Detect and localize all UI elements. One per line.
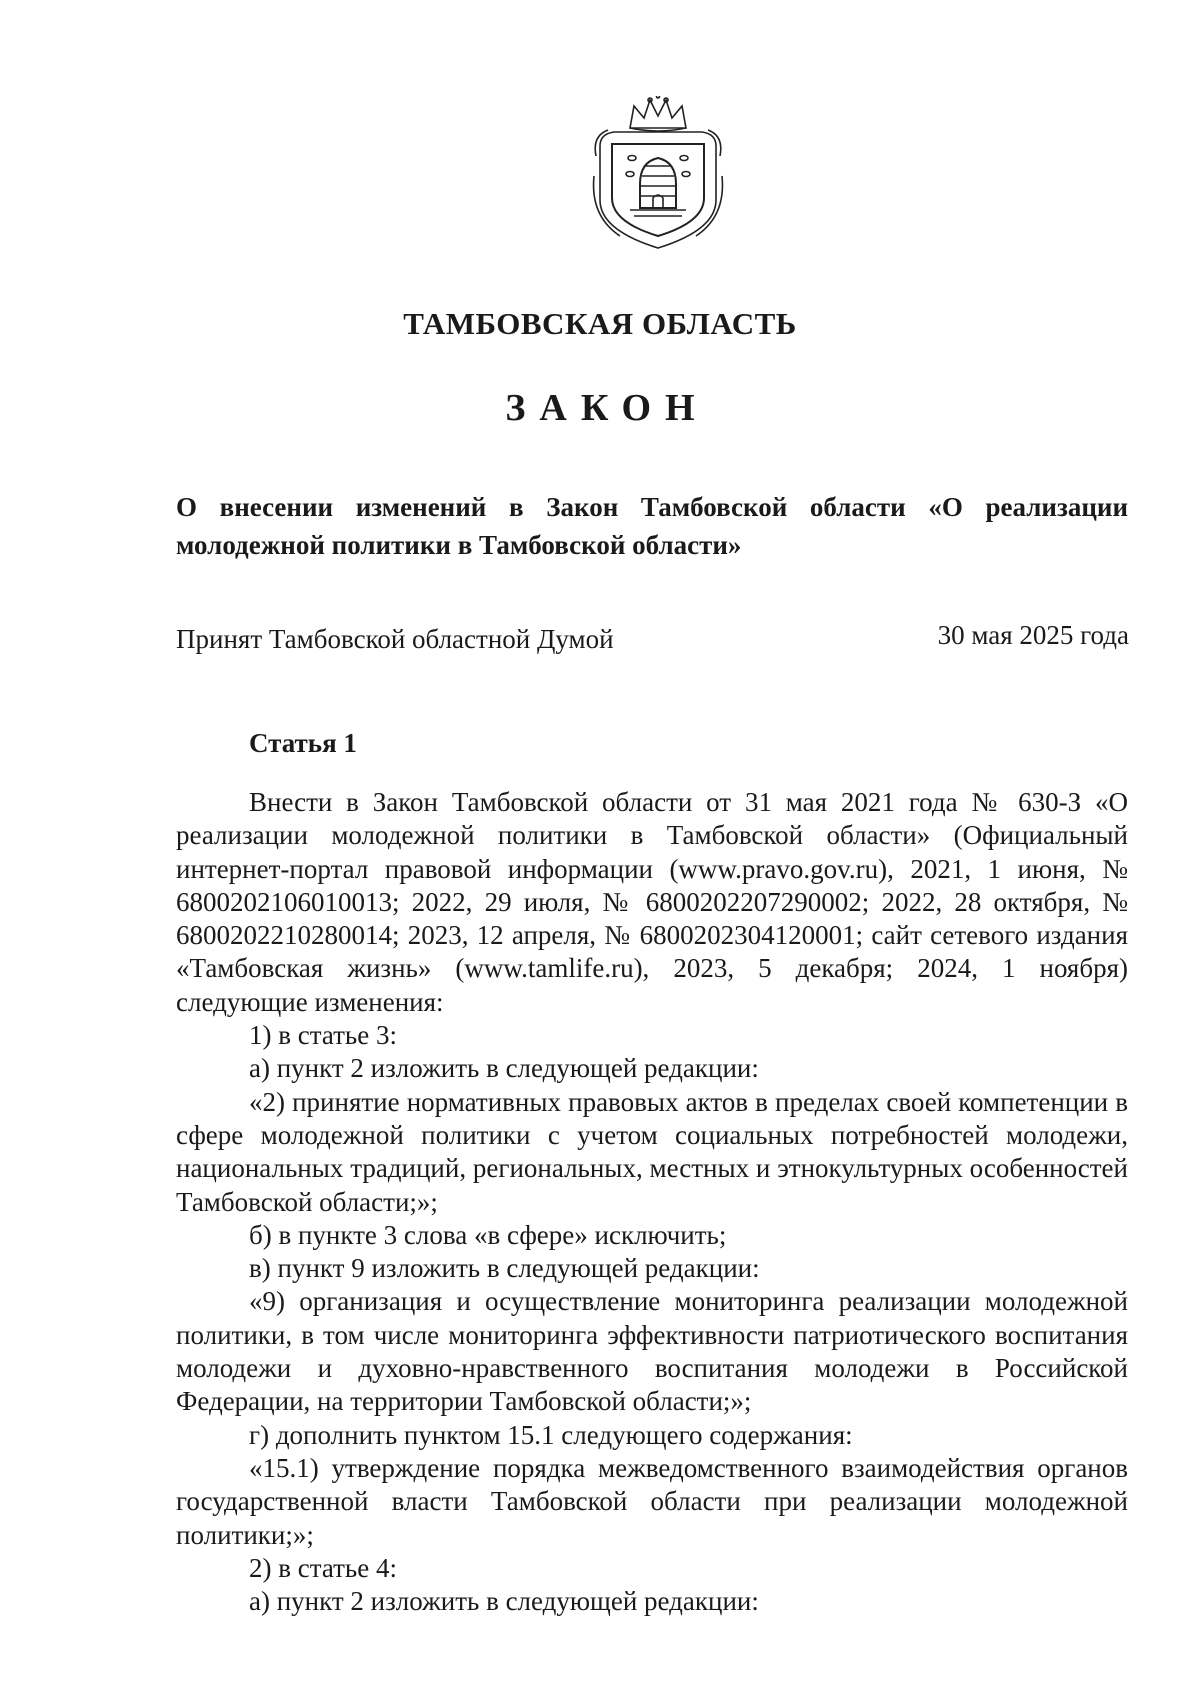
coat-of-arms-icon xyxy=(590,96,726,251)
document-type: ЗАКОН xyxy=(505,387,709,429)
paragraph: 1) в статье 3: xyxy=(249,1020,397,1051)
paragraph: «2) принятие нормативных правовых актов в пределах своей компетенции в сфере молодежной политики с учетом социальных потребностей молодежи, национальных традиций, региональных, местных и этнокультурных особенностей Тамбовской области;»; xyxy=(176,1086,1128,1217)
paragraph: «15.1) утверждение порядка межведомственного взаимодействия органов государственной власти Тамбовской области при реализации молодежной политики;»; xyxy=(176,1452,1128,1550)
article-body xyxy=(176,786,1128,1618)
paragraph: а) пункт 2 изложить в следующей редакции: xyxy=(249,1053,759,1084)
paragraph: г) дополнить пунктом 15.1 следующего содержания: xyxy=(249,1419,853,1450)
region-name: ТАМБОВСКАЯ ОБЛАСТЬ xyxy=(403,306,797,341)
paragraph: в) пункт 9 изложить в следующей редакции: xyxy=(249,1253,760,1284)
paragraph: Внести в Закон Тамбовской области от 31 мая 2021 года № 630-З «О реализации молодежной политики в Тамбовской области» (Официальный интернет-портал правовой информации (www.pravo.gov.ru), 2021, 1 июня, № 6800202106010013; 2022, 29 июля, № 6800202207290002; 2022, 28 октября, № 6800202210280014; 2023, 12 апреля, № 6800202304120001; сайт сетевого издания «Тамбовская жизнь» (www.tamlife.ru), 2023, 5 декабря; 2024, 1 ноября) следующие изменения: xyxy=(176,787,1128,1017)
paragraph: «9) организация и осуществление мониторинга реализации молодежной политики, в том числе мониторинга эффективности патриотического воспитания молодежи и духовно-нравственного воспитания молодежи в Российской Федерации, на территории Тамбовской области;»; xyxy=(176,1286,1128,1417)
paragraph: 2) в статье 4: xyxy=(249,1552,397,1583)
paragraph: а) пункт 2 изложить в следующей редакции: xyxy=(249,1586,759,1617)
law-title: О внесении изменений в Закон Тамбовской области «О реализации молодежной политики в Тамбовской области» xyxy=(176,492,1128,560)
paragraph: б) в пункте 3 слова «в сфере» исключить; xyxy=(249,1219,727,1250)
article-heading: Статья 1 xyxy=(249,728,357,758)
adopted-by: Принят Тамбовской областной Думой xyxy=(176,624,614,654)
adoption-date: 30 мая 2025 года xyxy=(937,620,1129,650)
